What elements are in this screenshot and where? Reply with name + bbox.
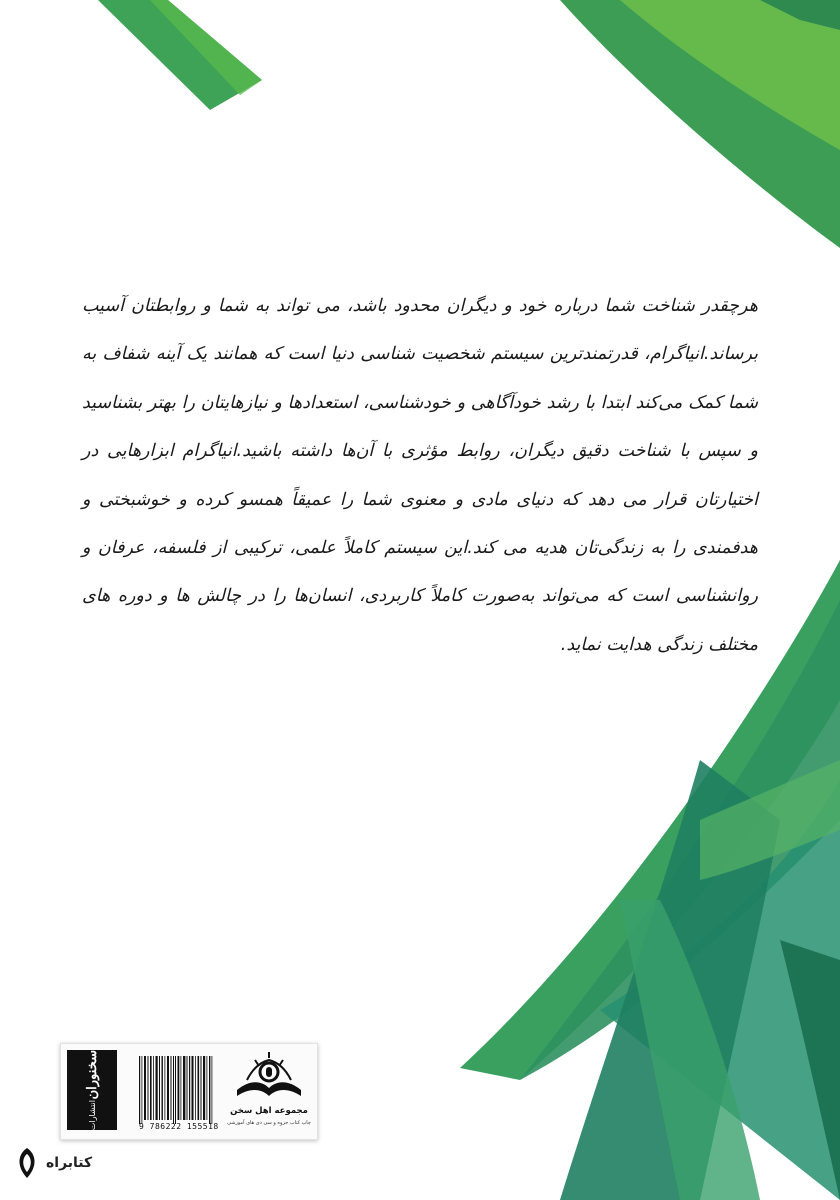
back-cover-blurb: هرچقدر شناخت شما درباره خود و دیگران محدود باشد، می تواند به شما و روابطتان آسیب برساند.انیاگرام، قدرتمندترین سیستم شخصیت شناسی دنیا است که همانند یک آینه شفاف به شما کمک می‌کند ابتدا با رشد خودآگاهی و خودشناسی، استعدادها و نیازهایتان را بهتر بشناسید و سپس با شناخت دقیق دیگران، روابط مؤثری با آن‌ها داشته باشید.انیاگرام ابزارهایی در اختیارتان قرار می دهد که دنیای مادی و معنوی شما را عمیقاً همسو کرده و خوشبختی و هدفمندی را به زندگی‌تان هدیه می کند.این سیستم کاملاً علمی، ترکیبی از فلسفه، عرفان و روانشناسی است که می‌تواند به‌صورت کاملاً کاربردی، انسان‌ها را در چالش ها و دوره های مختلف زندگی هدایت نماید. (82, 296, 758, 655)
site-name: کتابراه (46, 1155, 93, 1171)
publisher-name: سخنوران (84, 1050, 100, 1100)
isbn-barcode (137, 1052, 217, 1130)
open-book-icon (227, 1050, 311, 1104)
barcode-strip (60, 1043, 318, 1140)
publisher-subtitle: انتشارات (87, 1099, 97, 1130)
leaf-logo-icon (14, 1146, 40, 1180)
series-logo (227, 1050, 311, 1132)
publisher-logo (67, 1050, 117, 1130)
site-logo (14, 1143, 124, 1183)
series-subtitle: چاپ کتاب جزوه و سی دی های آموزشی (227, 1120, 311, 1126)
isbn-digits: 9 786222 155518 (139, 1122, 219, 1131)
series-title: مجموعه اهل سخن (230, 1106, 308, 1116)
